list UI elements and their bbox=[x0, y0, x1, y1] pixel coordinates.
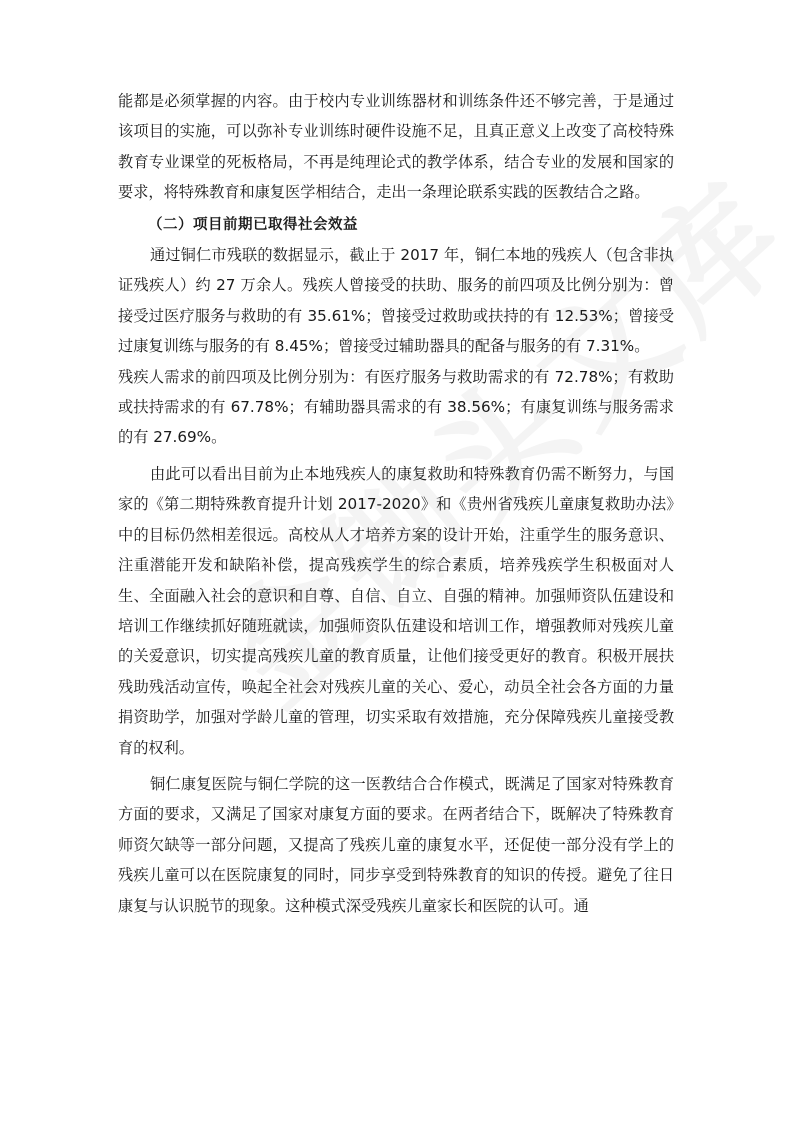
paragraph-4: 由此可以看出目前为止本地残疾人的康复救助和特殊教育仍需不断努力，与国家的《第二期特殊教育提升计划 2017-2020》和《贵州省残疾儿童康复救助办法》中的目标仍然相差很远。高校从人才培养方案的设计开始，注重学生的服务意识、注重潜能开发和缺陷补偿，提高残疾学生的综合素质，培养残疾学生积极面对人生、全面融入社会的意识和自尊、自信、自立、自强的精神。加强师资队伍建设和培训工作继续抓好随班就读，加强师资队伍建设和培训工作，增强教师对残疾儿童的关爱意识，切实提高残疾儿童的教育质量，让他们接受更好的教育。积极开展扶残助残活动宣传，唤起全社会对残疾儿童的关心、爱心，动员全社会各方面的力量捐资助学，加强对学龄儿童的管理，切实采取有效措施，充分保障残疾儿童接受教育的权利。 bbox=[118, 464, 674, 757]
document-page bbox=[118, 86, 674, 921]
paragraph-1: 能都是必须掌握的内容。由于校内专业训练器材和训练条件还不够完善，于是通过该项目的实施，可以弥补专业训练时硬件设施不足，且真正意义上改变了高校特殊教育专业课堂的死板格局，不再是纯理论式的教学体系，结合专业的发展和国家的要求，将特殊教育和康复医学相结合，走出一条理论联系实践的医教结合之路。 bbox=[118, 92, 674, 202]
paragraph-2: 通过铜仁市残联的数据显示，截止于 2017 年，铜仁本地的残疾人（包含非执证残疾人）约 27 万余人。残疾人曾接受的扶助、服务的前四项及比例分别为：曾接受过医疗服务与救助的有 35.61%；曾接受过救助或扶持的有 12.53%；曾接受过康复训练与服务的有 8.45%；曾接受过辅助器具的配备与服务的有 7.31%。 bbox=[118, 246, 674, 356]
paragraph-3: 残疾人需求的前四项及比例分别为：有医疗服务与救助需求的有 72.78%；有救助或扶持需求的有 67.78%；有辅助器具需求的有 38.56%；有康复训练与服务需求的有 27.69%。 bbox=[118, 367, 674, 447]
paragraph-5: 铜仁康复医院与铜仁学院的这一医教结合合作模式，既满足了国家对特殊教育方面的要求，又满足了国家对康复方面的要求。在两者结合下，既解决了特殊教育师资欠缺等一部分问题，又提高了残疾儿童的康复水平，还促使一部分没有学上的残疾儿童可以在医院康复的同时，同步享受到特殊教育的知识的传授。避免了往日康复与认识脱节的现象。这种模式深受残疾儿童家长和医院的认可。通 bbox=[118, 774, 674, 915]
section-heading: （二）项目前期已取得社会效益 bbox=[148, 216, 358, 233]
